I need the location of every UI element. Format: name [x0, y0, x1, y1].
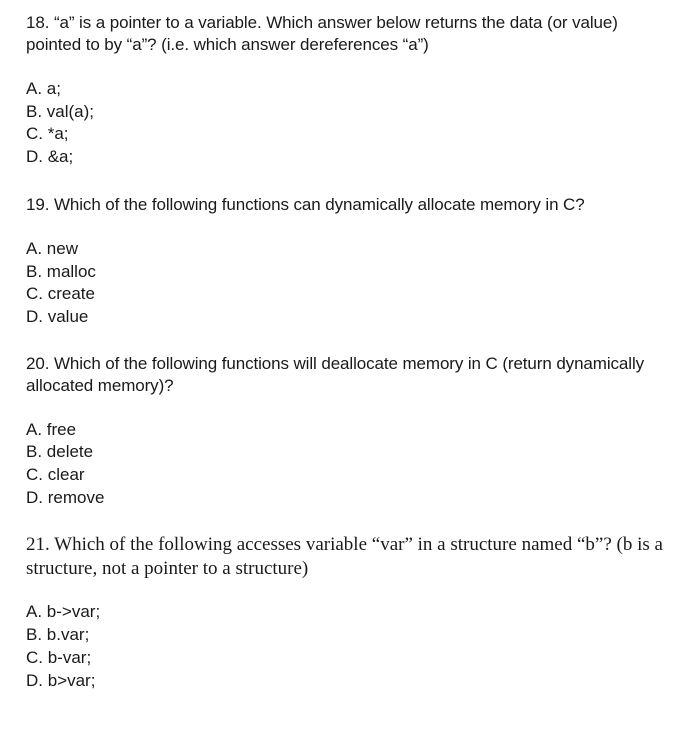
option-b: B. b.var;: [26, 625, 90, 645]
option-b: B. delete: [26, 442, 94, 462]
option-d: D. remove: [26, 487, 105, 507]
option-a: A. a;: [26, 79, 61, 98]
option-c: C. clear: [26, 465, 85, 485]
option-a: A. new: [26, 238, 78, 258]
option-d: D. &a;: [26, 147, 74, 167]
option-a: A. free: [26, 419, 77, 439]
question-21: [26, 533, 676, 692]
question-text: 18. “a” is a pointer to a variable. Which answer below returns the data (or value) pointed to by “a”? (i.e. which answer dereferences “a”): [26, 13, 618, 54]
answer-options: [26, 419, 676, 510]
option-d: D. b>var;: [26, 670, 96, 690]
answer-options: [26, 78, 676, 169]
question-text: 20. Which of the following functions will deallocate memory in C (return dynamically allocated memory)?: [26, 353, 645, 395]
option-d: D. value: [26, 306, 89, 326]
option-c: C. b-var;: [26, 647, 92, 667]
option-c: C. create: [26, 284, 95, 304]
option-c: C. *a;: [26, 124, 69, 144]
question-text: 21. Which of the following accesses variable “var” in a structure named “b”? (b is a structure, not a pointer to a structure): [26, 534, 663, 580]
quiz-page: [26, 12, 676, 692]
question-text: 19. Which of the following functions can dynamically allocate memory in C?: [26, 194, 585, 214]
question-20: [26, 353, 676, 510]
option-a: A. b->var;: [26, 602, 101, 622]
option-b: B. val(a);: [26, 101, 95, 121]
answer-options: [26, 601, 676, 692]
question-18: [26, 12, 676, 169]
option-b: B. malloc: [26, 261, 96, 281]
question-19: [26, 194, 676, 329]
answer-options: [26, 238, 676, 329]
